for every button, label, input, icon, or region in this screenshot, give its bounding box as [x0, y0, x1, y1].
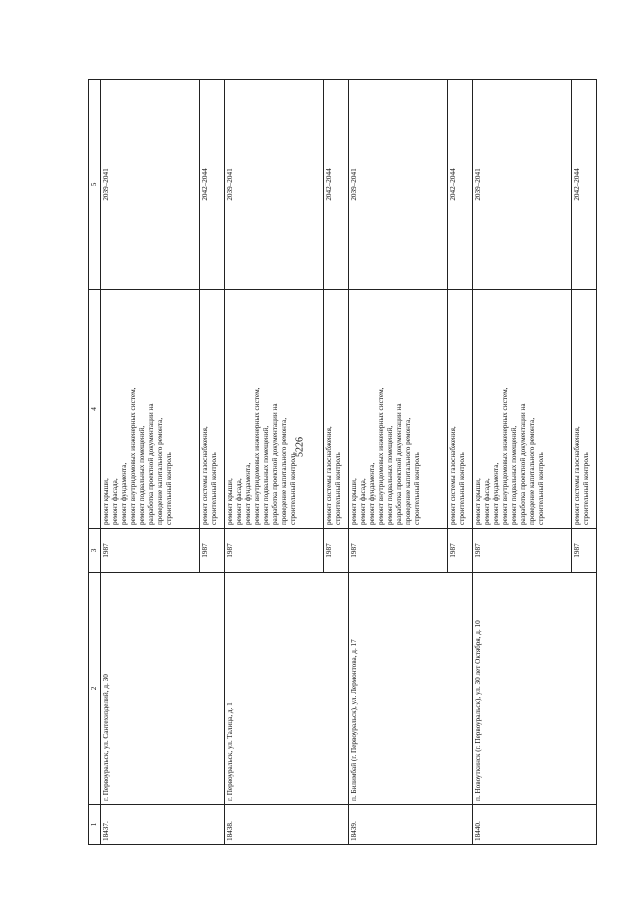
repair-period: 2039–2041: [225, 80, 324, 290]
record-number: 18438.: [225, 805, 349, 845]
header-row: [89, 80, 101, 845]
works-list: [448, 290, 473, 529]
repair-period: 2039–2041: [473, 80, 572, 290]
page-number: 5226: [294, 437, 306, 457]
repair-period: 2042–2044: [448, 80, 473, 290]
build-year: 1987: [448, 529, 473, 573]
works-text: ремонт системы газоснабжения, строительный контроль: [201, 426, 218, 525]
table-row: [101, 80, 200, 845]
works-text: ремонт крыши, ремонт фасада, ремонт фундамента, ремонт внутридомовых инженерных систем, ремонт подвальных помещений, разработка проектной документации на проведение капитального ремонта, строительный контроль: [102, 387, 173, 525]
record-number: 18440.: [473, 805, 597, 845]
works-text: ремонт крыши, ремонт фасада, ремонт фундамента, ремонт внутридомовых инженерных систем, ремонт подвальных помещений, разработка проектной документации на проведение капитального ремонта, строительный контроль: [226, 387, 297, 525]
works-text: ремонт системы газоснабжения, строительный контроль: [325, 426, 342, 525]
repair-period: 2042–2044: [324, 80, 349, 290]
works-text: ремонт системы газоснабжения, строительный контроль: [449, 426, 466, 525]
table-row: [349, 80, 448, 845]
header-col-5: 5: [89, 80, 101, 290]
table-row: [473, 80, 572, 845]
build-year: 1987: [101, 529, 200, 573]
record-address: г. Первоуральск, ул. Сантехизделий, д. 30: [101, 573, 225, 805]
works-list: [200, 290, 225, 529]
header-col-1: 1: [89, 805, 101, 845]
build-year: 1987: [349, 529, 448, 573]
record-number: 18439.: [349, 805, 473, 845]
record-number: 18437.: [101, 805, 225, 845]
works-list: [572, 290, 597, 529]
works-list: [324, 290, 349, 529]
works-text: ремонт системы газоснабжения, строительный контроль: [573, 426, 590, 525]
works-text: ремонт крыши, ремонт фасада, ремонт фундамента, ремонт внутридомовых инженерных систем, ремонт подвальных помещений, разработка проектной документации на проведение капитального ремонта, строительный контроль: [350, 387, 421, 525]
capital-repair-table: [88, 79, 597, 845]
repair-period: 2042–2044: [200, 80, 225, 290]
build-year: 1987: [572, 529, 597, 573]
record-address: п. Билимбай (г. Первоуральск), ул. Лермонтова, д. 17: [349, 573, 473, 805]
repair-period: 2039–2041: [349, 80, 448, 290]
works-list: [225, 290, 324, 529]
build-year: 1987: [473, 529, 572, 573]
build-year: 1987: [324, 529, 349, 573]
build-year: 1987: [225, 529, 324, 573]
works-list: [101, 290, 200, 529]
repair-period: 2042–2044: [572, 80, 597, 290]
works-list: [349, 290, 448, 529]
record-address: п. Новоуткинск (г. Первоуральск), ул. 30 лет Октября, д. 10: [473, 573, 597, 805]
repair-period: 2039–2041: [101, 80, 200, 290]
header-col-2: 2: [89, 573, 101, 805]
document-table-container: [88, 80, 598, 845]
table-row: [225, 80, 324, 845]
header-col-4: 4: [89, 290, 101, 529]
works-list: [473, 290, 572, 529]
record-address: г. Первоуральск, ул. Талица, д. 1: [225, 573, 349, 805]
build-year: 1987: [200, 529, 225, 573]
works-text: ремонт крыши, ремонт фасада, ремонт фундамента, ремонт внутридомовых инженерных систем, ремонт подвальных помещений, разработка проектной документации на проведение капитального ремонта, строительный контроль: [474, 387, 545, 525]
header-col-3: 3: [89, 529, 101, 573]
rotated-table-frame: [88, 80, 598, 845]
